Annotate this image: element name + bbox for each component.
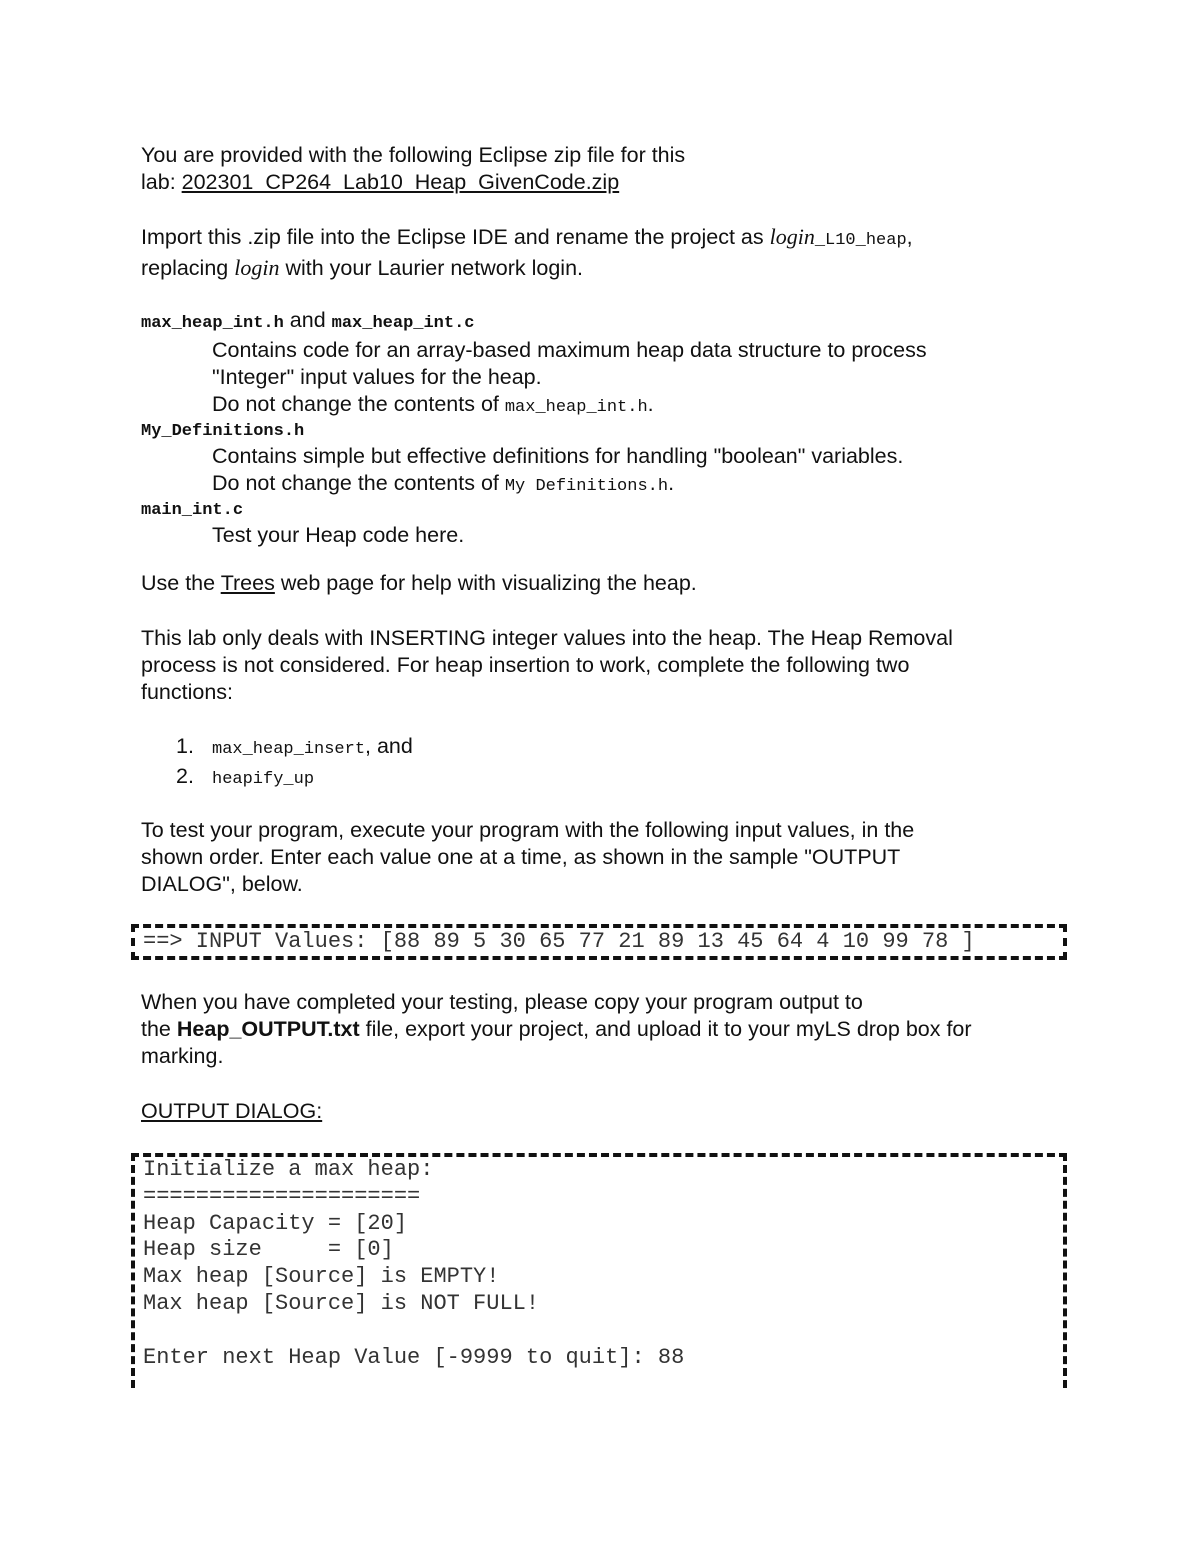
list-and: , and [365, 734, 413, 758]
output-file-name: Heap_OUTPUT.txt [176, 1017, 360, 1041]
output-line: Max heap [Source] is NOT FULL! [143, 1290, 540, 1316]
trees-suffix: web page for help with visualizing the heap. [274, 571, 697, 595]
file-max-heap-desc-1: Contains code for an array-based maximum heap data structure to process [212, 338, 927, 362]
import-paragraph [141, 223, 1081, 282]
file-list [141, 307, 1081, 549]
file-definitions-desc-2 [141, 470, 1081, 500]
import-line-1 [141, 223, 1081, 254]
file-and: and [283, 308, 332, 332]
output-line: ===================== [143, 1183, 421, 1209]
test-line-2: shown order. Enter each value one at a time, as shown in the sample "OUTPUT [141, 845, 901, 869]
test-paragraph [141, 817, 1081, 898]
completion-line-1: When you have completed your testing, please copy your program output to [141, 990, 863, 1014]
file-max-heap-desc-3 [141, 391, 1081, 421]
zip-file-link[interactable]: 202301_CP264_Lab10_Heap_GivenCode.zip [181, 170, 620, 194]
output-dialog-heading [141, 1098, 1081, 1125]
file-ref-max-heap-h: max_heap_int.h [504, 398, 648, 417]
login-placeholder-2: login [234, 255, 280, 280]
intro-line-1: You are provided with the following Eclipse zip file for this [141, 143, 686, 167]
replacing-text: replacing [141, 256, 235, 280]
trees-paragraph [141, 570, 1081, 597]
lab-note-paragraph [141, 625, 1081, 706]
import-comma: , [906, 225, 913, 249]
file-max-heap-desc-2: "Integer" input values for the heap. [212, 365, 542, 389]
intro-line-2 [141, 169, 1081, 196]
output-line [135, 1318, 1063, 1345]
file-name-max-heap-h: max_heap_int.h [141, 314, 284, 333]
project-suffix: _L10_heap [814, 231, 907, 250]
output-line: Heap Capacity = [20] [143, 1210, 408, 1236]
file-main-int-desc: Test your Heap code here. [212, 523, 465, 547]
output-dialog-box [131, 1153, 1067, 1388]
input-values-box [131, 924, 1067, 960]
file-definitions-desc-1: Contains simple but effective definitions for handling "boolean" variables. [212, 444, 904, 468]
no-change-text-2: Do not change the contents of [212, 471, 505, 495]
import-text: Import this .zip file into the Eclipse IDE and rename the project as [141, 225, 770, 249]
output-line: Heap size = [0] [143, 1237, 394, 1263]
intro-paragraph [141, 142, 1081, 196]
function-list [141, 733, 1081, 793]
lab-note-line-3: functions: [141, 680, 234, 704]
list-item [141, 733, 1081, 763]
export-text: file, export your project, and upload it to your myLS drop box for [359, 1017, 972, 1041]
import-line-2 [141, 254, 1081, 282]
period: . [647, 392, 654, 416]
list-item [141, 763, 1081, 793]
trees-link[interactable]: Trees [220, 571, 275, 595]
list-number: 1. [176, 734, 194, 758]
file-name-my-definitions: My_Definitions.h [141, 422, 305, 441]
output-dialog-title: OUTPUT DIALOG: [141, 1099, 323, 1123]
no-change-text: Do not change the contents of [212, 392, 505, 416]
login-placeholder: login [769, 224, 815, 249]
completion-line-2 [141, 1016, 1081, 1043]
output-line: Enter next Heap Value [-9999 to quit]: 88 [143, 1344, 685, 1370]
completion-line-3: marking. [141, 1044, 224, 1068]
function-heapify-up: heapify_up [212, 770, 315, 789]
lab-note-line-1: This lab only deals with INSERTING integer values into the heap. The Heap Removal [141, 626, 953, 650]
list-number: 2. [176, 764, 194, 788]
lab-note-line-2: process is not considered. For heap insertion to work, complete the following two [141, 653, 910, 677]
output-line: Initialize a max heap: [143, 1157, 434, 1182]
test-line-1: To test your program, execute your program with the following input values, in the [141, 818, 915, 842]
the-text: the [141, 1017, 177, 1041]
intro-lab-prefix: lab: [141, 170, 182, 194]
file-name-max-heap-c: max_heap_int.c [331, 314, 475, 333]
function-max-heap-insert: max_heap_insert [212, 740, 366, 759]
test-line-3: DIALOG", below. [141, 872, 303, 896]
output-line: Max heap [Source] is EMPTY! [143, 1264, 500, 1290]
trees-prefix: Use the [141, 571, 221, 595]
file-name-main-int: main_int.c [141, 501, 244, 520]
network-login-text: with your Laurier network login. [279, 256, 583, 280]
file-ref-my-definitions: My Definitions.h [504, 477, 669, 496]
completion-paragraph [141, 989, 1081, 1070]
input-values-text: ==> INPUT Values: [88 89 5 30 65 77 21 89 13 45 64 4 10 99 78 ] [143, 929, 975, 954]
file-max-heap-header [141, 307, 1081, 337]
period-2: . [668, 471, 675, 495]
